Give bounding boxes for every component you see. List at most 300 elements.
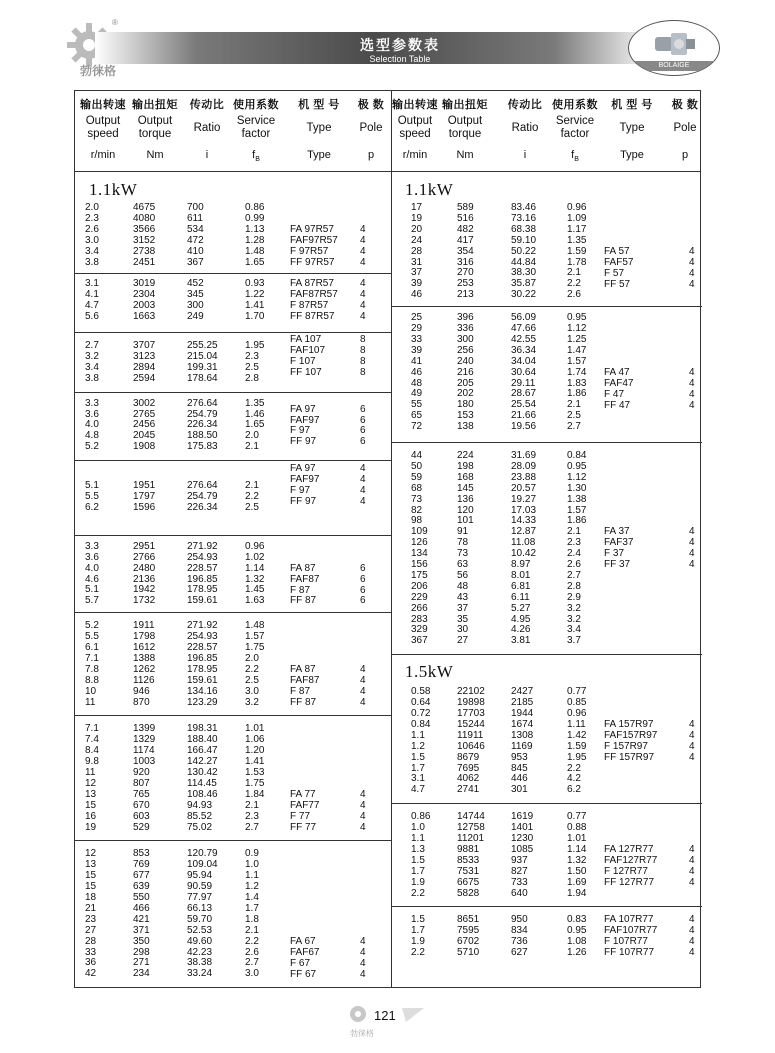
table-cell: 2.2 — [411, 887, 425, 899]
header-en: Output speed — [85, 115, 121, 140]
table-cell: 37 — [411, 267, 423, 279]
table-cell: 2594 — [133, 372, 156, 384]
table-cell: 1.17 — [567, 223, 587, 235]
table-cell: 109.04 — [187, 859, 218, 871]
table-cell: 27 — [85, 924, 97, 936]
header-cn: 使用系数 — [233, 99, 279, 111]
table-cell: 4.6 — [85, 573, 99, 585]
table-cell: 21 — [85, 902, 97, 914]
pole-cell: 4 — [689, 245, 695, 257]
type-cell: FF 87 — [290, 696, 317, 708]
table-cell: 5.2 — [85, 620, 99, 632]
header-unit: r/min — [402, 149, 428, 161]
table-cell: 1674 — [511, 718, 534, 730]
table-cell: 229 — [411, 591, 428, 603]
table-cell: 1.7 — [411, 865, 425, 877]
type-cell: FAF37 — [604, 537, 634, 549]
table-cell: 834 — [511, 925, 528, 937]
table-cell: 1.32 — [567, 854, 587, 866]
table-cell: 0.84 — [567, 450, 587, 461]
table-cell: 240 — [457, 355, 474, 367]
pole-cell: 4 — [360, 495, 366, 507]
table-cell: 123.29 — [187, 696, 218, 708]
table-cell: 38.38 — [187, 957, 213, 969]
table-cell: 2.6 — [85, 223, 99, 235]
table-cell: 7.8 — [85, 663, 99, 675]
table-cell: 15 — [85, 870, 97, 882]
pole-cell: 4 — [689, 548, 695, 560]
table-cell: 5.7 — [85, 595, 99, 607]
table-cell: 1.0 — [411, 822, 425, 834]
page-number: 121 — [374, 1008, 396, 1023]
table-cell: 2.5 — [567, 410, 581, 422]
table-cell: 28 — [411, 245, 423, 257]
table-cell: 1.12 — [567, 471, 587, 483]
table-cell: 3.4 — [567, 624, 581, 636]
table-cell: 1.12 — [567, 323, 587, 334]
table-cell: 31.69 — [511, 450, 537, 461]
pole-cell: 4 — [689, 936, 695, 948]
table-cell: 8.4 — [85, 745, 99, 757]
table-cell: 8.97 — [511, 559, 531, 570]
table-cell: 2.1 — [567, 267, 581, 279]
pole-cell: 4 — [689, 876, 695, 888]
table-cell: 11201 — [457, 833, 485, 844]
table-cell: 0.96 — [567, 708, 587, 719]
table-cell: 1.94 — [567, 887, 587, 899]
table-cell: 159.61 — [187, 595, 218, 607]
table-cell: 4062 — [457, 773, 480, 785]
table-cell: 677 — [133, 870, 150, 882]
table-cell: 1.32 — [245, 573, 265, 585]
table-cell: 300 — [457, 333, 474, 345]
table-cell: 1.84 — [245, 788, 265, 800]
table-cell: 2.3 — [85, 212, 99, 224]
pole-cell: 6 — [360, 403, 366, 415]
table-cell: 1401 — [511, 822, 534, 834]
table-cell: 249 — [187, 311, 204, 323]
table-cell: 298 — [133, 946, 150, 958]
table-cell: 59.10 — [511, 234, 537, 246]
header-en: Service factor — [236, 115, 276, 140]
table-cell: 2.2 — [411, 947, 425, 959]
pole-cell: 4 — [360, 223, 366, 235]
type-cell: FA 67 — [290, 936, 316, 947]
type-cell: FF 97 — [290, 436, 317, 448]
table-cell: 48 — [457, 580, 469, 592]
table-cell: 5.1 — [85, 480, 99, 492]
table-cell: 3.4 — [85, 245, 99, 257]
table-cell: 1908 — [133, 441, 156, 453]
table-cell: 1.13 — [245, 223, 265, 235]
table-cell: 1.59 — [567, 740, 587, 752]
table-cell: 50.22 — [511, 245, 537, 257]
table-cell: 472 — [187, 234, 204, 246]
table-cell: 13 — [85, 788, 97, 800]
table-cell: 34.04 — [511, 355, 537, 367]
table-cell: 0.9 — [245, 848, 259, 860]
table-cell: 3.2 — [245, 696, 259, 708]
table-cell: 853 — [133, 848, 150, 860]
pole-cell: 4 — [360, 936, 366, 947]
table-cell: 77.97 — [187, 892, 213, 903]
table-cell: 329 — [411, 624, 428, 636]
table-cell: 2.7 — [85, 340, 99, 351]
header-unit: i — [205, 149, 209, 161]
table-cell: 138 — [457, 421, 474, 433]
type-cell: F 97R57 — [290, 245, 329, 257]
type-cell: FAF97R57 — [290, 234, 338, 246]
table-cell: 4675 — [133, 202, 156, 213]
table-cell: 15244 — [457, 718, 485, 730]
badge-label: BOLAIGE — [629, 61, 719, 71]
table-cell: 6702 — [457, 936, 480, 948]
header-cn: 使用系数 — [552, 99, 598, 111]
type-cell: FAF97 — [290, 474, 320, 486]
table-cell: 1619 — [511, 811, 534, 823]
table-cell: 46 — [411, 366, 423, 378]
table-cell: 228.57 — [187, 642, 218, 653]
table-cell: 8.8 — [85, 674, 99, 686]
table-cell: 6675 — [457, 876, 480, 888]
type-cell: FF 97 — [290, 495, 317, 507]
table-cell: 1.2 — [245, 881, 259, 893]
column-divider — [391, 91, 392, 987]
group-separator — [391, 803, 702, 804]
table-cell: 3.8 — [85, 372, 99, 384]
type-cell: FAF107 — [290, 344, 326, 356]
table-cell: 30.64 — [511, 366, 537, 378]
table-cell: 255.25 — [187, 340, 218, 351]
table-cell: 3019 — [133, 278, 156, 290]
table-cell: 213 — [457, 289, 474, 301]
table-cell: 19.27 — [511, 493, 537, 505]
header-divider — [75, 171, 700, 172]
table-cell: 3.8 — [85, 256, 99, 268]
pole-cell: 4 — [689, 256, 695, 268]
table-cell: 8.01 — [511, 569, 531, 581]
table-cell: 421 — [133, 913, 150, 925]
table-cell: 29.11 — [511, 377, 536, 389]
table-cell: 3.81 — [511, 635, 531, 647]
table-cell: 75.02 — [187, 821, 213, 833]
table-cell: 3152 — [133, 234, 156, 246]
table-cell: 1911 — [133, 620, 155, 632]
table-cell: 1.63 — [245, 595, 265, 607]
table-cell: 25 — [411, 312, 423, 324]
table-cell: 946 — [133, 685, 150, 697]
table-cell: 300 — [187, 300, 204, 312]
table-cell: 16 — [85, 810, 97, 822]
table-cell: 733 — [511, 876, 528, 888]
table-cell: 6.1 — [85, 642, 99, 653]
pole-cell: 4 — [689, 925, 695, 937]
table-cell: 3.2 — [85, 350, 99, 362]
table-cell: 700 — [187, 202, 204, 213]
table-cell: 417 — [457, 234, 474, 246]
group-separator — [391, 906, 702, 907]
table-cell: 5.5 — [85, 631, 99, 643]
table-cell: 2.2 — [245, 491, 259, 502]
table-cell: 11.08 — [511, 537, 536, 549]
type-cell: FA 77 — [290, 789, 316, 801]
group-separator — [75, 715, 391, 716]
group-separator — [75, 535, 391, 536]
type-cell: F 37 — [604, 548, 625, 560]
table-cell: 1.86 — [567, 515, 587, 527]
pole-cell: 4 — [689, 267, 695, 279]
table-cell: 2.2 — [567, 762, 581, 774]
table-cell: 1596 — [133, 501, 156, 513]
table-cell: 534 — [187, 223, 204, 235]
table-cell: 178.64 — [187, 372, 218, 384]
pole-cell: 4 — [360, 800, 366, 811]
table-cell: 271 — [133, 957, 150, 969]
header-unit: Type — [620, 149, 644, 161]
table-cell: 1.50 — [567, 865, 587, 877]
table-cell: 1.3 — [411, 843, 425, 855]
pole-cell: 4 — [689, 278, 695, 290]
header-en: Type — [306, 122, 332, 134]
table-cell: 1003 — [133, 756, 156, 768]
group-separator — [391, 442, 702, 443]
pole-cell: 8 — [360, 355, 366, 367]
table-cell: 3.3 — [85, 540, 99, 552]
pole-cell: 4 — [360, 245, 366, 257]
table-cell: 1.01 — [245, 723, 265, 735]
table-cell: 1308 — [511, 729, 534, 741]
table-cell: 73 — [457, 548, 469, 560]
table-cell: 452 — [187, 278, 204, 290]
pole-cell: 4 — [689, 526, 695, 538]
header-en: Pole — [673, 122, 697, 134]
table-cell: 4.1 — [85, 289, 99, 301]
type-cell: FF 67 — [290, 968, 317, 980]
table-cell: 4.2 — [567, 773, 581, 785]
table-cell: 72 — [411, 421, 423, 433]
table-cell: 2.1 — [245, 799, 259, 811]
header-unit: Nm — [456, 149, 474, 161]
table-cell: 196.85 — [187, 573, 218, 585]
table-cell: 1.41 — [245, 300, 265, 312]
type-cell: FF 107R77 — [604, 947, 655, 959]
table-cell: 1.7 — [411, 925, 425, 937]
table-cell: 25.54 — [511, 399, 537, 411]
header-unit: p — [367, 149, 375, 161]
type-cell: FA 107 — [290, 334, 322, 345]
table-header-left — [75, 91, 391, 171]
table-cell: 1.75 — [245, 642, 265, 653]
header-cn: 输出扭矩 — [442, 99, 488, 111]
table-cell: 670 — [133, 799, 150, 811]
table-cell: 5828 — [457, 887, 480, 899]
group-separator — [75, 332, 391, 333]
table-cell: 253 — [457, 278, 474, 290]
header-unit: r/min — [90, 149, 116, 161]
pole-cell: 4 — [360, 821, 366, 833]
table-cell: 5.5 — [85, 491, 99, 502]
selection-table — [74, 90, 701, 988]
table-cell: 20 — [411, 223, 423, 235]
table-cell: 254.79 — [187, 491, 218, 502]
table-cell: 27 — [457, 635, 469, 647]
table-cell: 639 — [133, 881, 150, 893]
table-cell: 2766 — [133, 551, 156, 563]
table-cell: 2136 — [133, 573, 156, 585]
table-cell: 1.2 — [411, 740, 425, 752]
table-cell: 0.72 — [411, 708, 431, 719]
table-cell: 20.57 — [511, 482, 537, 494]
table-cell: 224 — [457, 450, 474, 461]
table-cell: 482 — [457, 223, 474, 235]
table-cell: 1797 — [133, 491, 156, 502]
table-cell: 1.5 — [411, 751, 425, 763]
table-cell: 466 — [133, 902, 150, 914]
pole-cell: 4 — [689, 399, 695, 411]
page-header — [0, 0, 775, 80]
table-cell: 1.35 — [245, 397, 265, 409]
table-cell: 1.14 — [245, 562, 265, 574]
table-cell: 3.4 — [85, 361, 99, 373]
table-cell: 156 — [411, 559, 428, 570]
header-en: Output torque — [137, 115, 173, 140]
table-cell: 94.93 — [187, 799, 213, 811]
table-cell: 12 — [85, 848, 97, 860]
type-cell: F 107 — [290, 355, 316, 367]
table-cell: 3.2 — [567, 602, 581, 614]
table-cell: 1612 — [133, 642, 156, 653]
pole-cell: 4 — [689, 729, 695, 741]
pole-cell: 4 — [360, 696, 366, 708]
table-cell: 47.66 — [511, 323, 537, 334]
table-cell: 0.95 — [567, 460, 587, 472]
table-cell: 44.84 — [511, 256, 537, 268]
table-cell: 1.14 — [567, 843, 587, 855]
table-cell: 134.16 — [187, 685, 218, 697]
table-cell: 254.79 — [187, 408, 218, 420]
table-cell: 1.57 — [567, 355, 587, 367]
table-cell: 19 — [85, 821, 97, 833]
type-cell: FF 157R97 — [604, 751, 655, 763]
table-cell: 56.09 — [511, 312, 537, 324]
type-cell: F 97 — [290, 485, 311, 496]
table-cell: 30.22 — [511, 289, 537, 301]
header-en: Service factor — [555, 115, 595, 140]
table-cell: 37 — [457, 602, 469, 614]
pole-cell: 4 — [360, 300, 366, 312]
table-cell: 2003 — [133, 300, 156, 312]
table-cell: 0.99 — [245, 212, 265, 224]
pole-cell: 4 — [360, 664, 366, 675]
table-cell: 283 — [411, 613, 428, 625]
pole-cell: 4 — [689, 377, 695, 389]
table-cell: 611 — [187, 212, 203, 224]
pole-cell: 6 — [360, 436, 366, 448]
table-cell: 1.02 — [245, 551, 265, 563]
table-cell: 42.55 — [511, 333, 537, 345]
pole-cell: 4 — [689, 865, 695, 877]
table-cell: 807 — [133, 777, 150, 789]
table-cell: 2451 — [133, 256, 156, 268]
table-cell: 2.5 — [245, 361, 259, 373]
pole-cell: 4 — [689, 366, 695, 378]
table-cell: 8533 — [457, 854, 480, 866]
header-cn: 输出转速 — [80, 99, 126, 111]
table-cell: 43 — [457, 591, 469, 603]
table-cell: 2480 — [133, 562, 156, 574]
table-cell: 21.66 — [511, 410, 537, 422]
table-cell: 31 — [411, 256, 423, 268]
table-header-right — [391, 91, 702, 171]
header-cn: 输出扭矩 — [132, 99, 178, 111]
pole-cell: 4 — [360, 256, 366, 268]
table-cell: 226.34 — [187, 419, 218, 431]
table-cell: 83.46 — [511, 202, 537, 213]
table-cell: 550 — [133, 892, 150, 903]
header-en: Output torque — [447, 115, 483, 140]
type-cell: F 47 — [604, 388, 625, 400]
table-cell: 1.95 — [567, 751, 587, 763]
table-cell: 1.7 — [411, 762, 425, 774]
type-cell: F 87R57 — [290, 300, 329, 312]
table-cell: 1.59 — [567, 245, 587, 257]
header-unit: Type — [307, 149, 331, 161]
table-cell: 12758 — [457, 822, 485, 834]
table-cell: 2.0 — [245, 652, 259, 664]
table-cell: 2.7 — [245, 821, 259, 833]
table-cell: 46 — [411, 289, 423, 301]
table-cell: 410 — [187, 245, 204, 257]
type-cell: FA 127R77 — [604, 843, 654, 855]
table-cell: 101 — [457, 515, 474, 527]
pole-cell: 4 — [360, 810, 366, 822]
table-cell: 3.3 — [85, 397, 99, 409]
header-en: Pole — [359, 122, 383, 134]
group-separator — [75, 840, 391, 841]
header-en: Ratio — [193, 122, 221, 134]
table-cell: 345 — [187, 289, 204, 301]
table-cell: 3.6 — [85, 408, 99, 420]
table-cell: 78 — [457, 537, 469, 549]
power-heading: 1.1kW — [405, 180, 454, 199]
table-cell: 1085 — [511, 843, 534, 855]
table-cell: 14.33 — [511, 515, 537, 527]
table-cell: 19 — [411, 212, 423, 224]
table-cell: 1.28 — [245, 234, 265, 246]
table-cell: 1.83 — [567, 377, 587, 389]
type-cell: FA 37 — [604, 526, 630, 538]
table-cell: 2.6 — [567, 289, 581, 301]
table-cell: 1.20 — [245, 745, 265, 757]
table-cell: 589 — [457, 202, 474, 213]
type-cell: FAF87R57 — [290, 289, 338, 301]
pole-cell: 4 — [689, 559, 695, 570]
table-cell: 0.95 — [567, 312, 587, 324]
type-cell: FA 57 — [604, 245, 630, 257]
table-cell: 159.61 — [187, 674, 218, 686]
table-cell: 98 — [411, 515, 423, 527]
pole-cell: 6 — [360, 425, 366, 437]
table-cell: 371 — [133, 924, 150, 936]
type-cell: F 107R77 — [604, 936, 648, 948]
table-cell: 0.58 — [411, 686, 431, 698]
pole-cell: 4 — [360, 968, 366, 980]
table-cell: 1.4 — [245, 892, 259, 903]
pole-cell: 6 — [360, 595, 366, 607]
table-cell: 2894 — [133, 361, 156, 373]
table-cell: 3.0 — [245, 968, 259, 980]
table-cell: 14744 — [457, 811, 485, 823]
